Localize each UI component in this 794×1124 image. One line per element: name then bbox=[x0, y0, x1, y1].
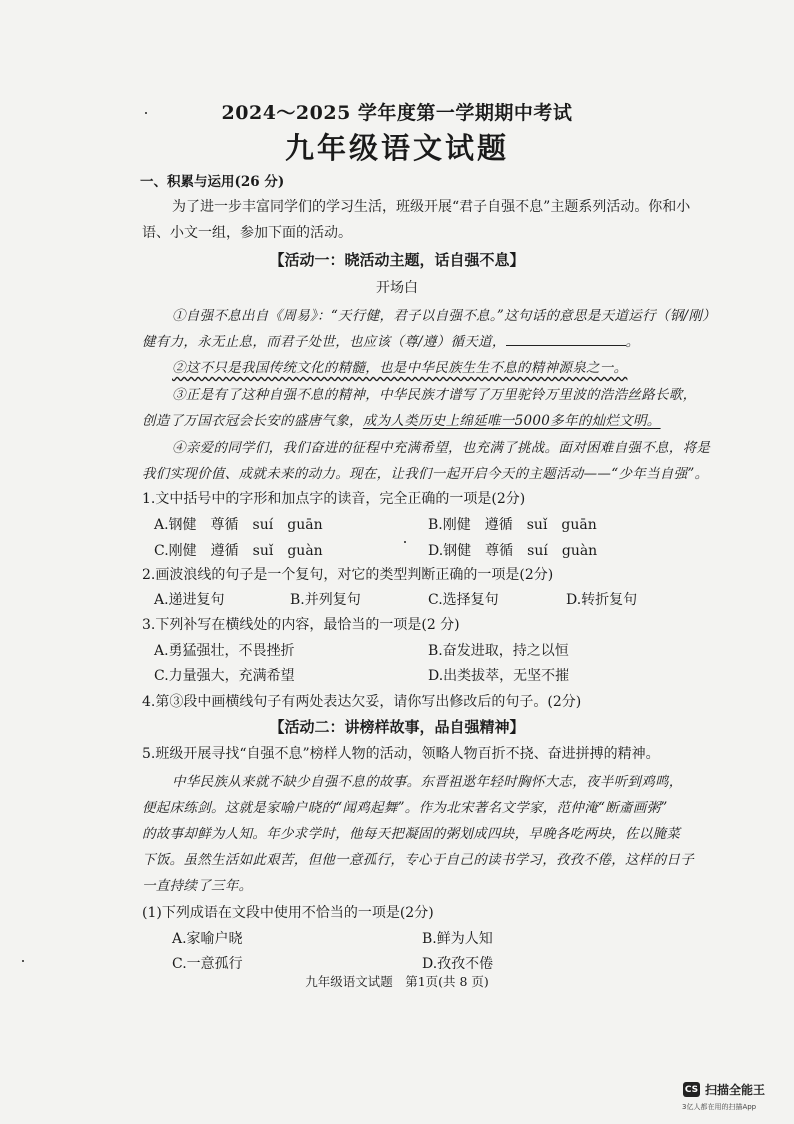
passage-line-3: 的故事却鲜为人知。年少求学时，他每天把凝固的粥划成四块，早晚各吃两块，佐以腌菜 bbox=[142, 826, 681, 842]
question-5-1-option-a: A.家喻户晓 bbox=[172, 931, 243, 947]
question-5-stem: 5.班级开展寻找“自强不息”榜样人物的活动，领略人物百折不挠、奋进拼搏的精神。 bbox=[142, 746, 660, 762]
paragraph-1-text: 健有力，永无止息，而君子处世，也应该（尊/遵）循天道， bbox=[142, 334, 506, 350]
activity-1-subtitle: 开场白 bbox=[376, 280, 418, 296]
question-2-stem: 2.画波浪线的句子是一个复句，对它的类型判断正确的一项是(2分) bbox=[142, 567, 554, 583]
page-footer: 九年级语文试题 第1页(共 8 页) bbox=[305, 974, 489, 989]
exam-subtitle: 九年级语文试题 bbox=[284, 131, 509, 165]
paragraph-4-line-2: 我们实现价值、成就未来的动力。现在，让我们一起开启今天的主题活动——“少年当自强”。 bbox=[142, 466, 709, 482]
activity-2-title: 【活动二：讲榜样故事，品自强精神】 bbox=[269, 718, 525, 736]
scanner-watermark bbox=[683, 1081, 765, 1098]
passage-line-5: 一直持续了三年。 bbox=[142, 878, 253, 894]
activity-1-title: 【活动一：晓活动主题，话自强不息】 bbox=[269, 251, 525, 269]
question-1-option-d: D.钢健 尊循 suí guàn bbox=[428, 543, 598, 559]
question-1-option-c: C.刚健 遵循 suǐ guàn bbox=[154, 543, 323, 559]
paragraph-4-line-1: ④亲爱的同学们，我们奋进的征程中充满希望，也充满了挑战。面对困难自强不息，将是 bbox=[172, 440, 711, 456]
intro-line-1: 为了进一步丰富同学们的学习生活，班级开展“君子自强不息”主题系列活动。你和小 bbox=[172, 199, 691, 215]
question-1-option-a: A.钢健 尊循 suí guān bbox=[154, 517, 323, 533]
paragraph-2-wavy: ②这不只是我国传统文化的精髓，也是中华民族生生不息的精神源泉之一。 bbox=[172, 360, 628, 376]
question-5-1-option-c: C.一意孤行 bbox=[172, 956, 243, 972]
paragraph-1-line-2 bbox=[142, 330, 639, 350]
question-2-option-c: C.选择复句 bbox=[428, 592, 499, 608]
question-4-stem: 4.第③段中画横线句子有两处表达欠妥，请你写出修改后的句子。(2分) bbox=[142, 694, 582, 710]
camscanner-logo-icon: CS bbox=[683, 1082, 700, 1097]
watermark-brand: 扫描全能王 bbox=[705, 1083, 766, 1097]
exam-title: 2024～2025 学年度第一学期期中考试 bbox=[221, 102, 573, 124]
paragraph-1-end: 。 bbox=[625, 334, 640, 350]
question-5-1-option-b: B.鲜为人知 bbox=[422, 931, 493, 947]
question-3-option-c: C.力量强大，充满希望 bbox=[154, 668, 295, 684]
intro-line-2: 语、小文一组，参加下面的活动。 bbox=[142, 225, 352, 241]
question-2-option-d: D.转折复句 bbox=[566, 592, 638, 608]
scan-speck bbox=[145, 112, 147, 114]
scan-speck bbox=[404, 541, 406, 543]
question-5-1-stem: (1)下列成语在文段中使用不恰当的一项是(2分) bbox=[142, 905, 434, 921]
question-3-option-a: A.勇猛强壮，不畏挫折 bbox=[154, 643, 295, 659]
fill-blank bbox=[506, 333, 626, 346]
paragraph-3-line-2 bbox=[142, 409, 661, 429]
paragraph-3-underlined: 成为人类历史上绵延唯一5000多年的灿烂文明。 bbox=[362, 413, 661, 429]
question-2-option-a: A.递进复句 bbox=[154, 592, 225, 608]
passage-line-2: 便起床练剑。这就是家喻户晓的“闻鸡起舞”。作为北宋著名文学家，范仲淹“断齑画粥” bbox=[142, 800, 668, 816]
paragraph-1-line-1: ①自强不息出自《周易》：“天行健，君子以自强不息。”这句话的意思是天道运行（钢/刚） bbox=[172, 308, 716, 324]
section-heading: 一、积累与运用(26 分) bbox=[140, 174, 285, 190]
scan-speck bbox=[22, 960, 24, 962]
passage-line-1: 中华民族从来就不缺少自强不息的故事。东晋祖逖年轻时胸怀大志，夜半听到鸡鸣， bbox=[172, 774, 683, 790]
question-1-option-b: B.刚健 遵循 suǐ guān bbox=[428, 517, 597, 533]
passage-line-4: 下饭。虽然生活如此艰苦，但他一意孤行，专心于自己的读书学习，孜孜不倦，这样的日子 bbox=[142, 852, 694, 868]
question-3-option-b: B.奋发进取，持之以恒 bbox=[428, 643, 569, 659]
question-2-option-b: B.并列复句 bbox=[290, 592, 361, 608]
paragraph-3-text: 创造了万国衣冠会长安的盛唐气象， bbox=[142, 413, 363, 429]
question-5-1-option-d: D.孜孜不倦 bbox=[422, 956, 494, 972]
question-3-option-d: D.出类拔萃，无坚不摧 bbox=[428, 668, 570, 684]
paragraph-3-line-1: ③正是有了这种自强不息的精神，中华民族才谱写了万里驼铃万里波的浩浩丝路长歌， bbox=[172, 387, 697, 403]
question-3-stem: 3.下列补写在横线处的内容，最恰当的一项是(2 分) bbox=[142, 617, 460, 633]
watermark-tagline: 3亿人都在用的扫描App bbox=[682, 1103, 757, 1111]
question-1-stem: 1.文中括号中的字形和加点字的读音，完全正确的一项是(2分) bbox=[142, 491, 526, 507]
